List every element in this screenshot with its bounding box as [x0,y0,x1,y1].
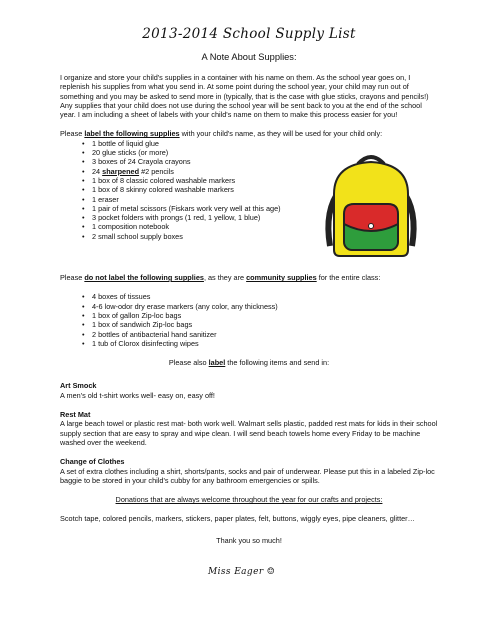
signature: Miss Eager ☺ [208,567,276,577]
label-instruction [60,129,438,138]
list-item: • 4 boxes of tissues [82,292,438,301]
donations-text: Scotch tape, colored pencils, markers, stickers, paper plates, felt, buttons, wiggly eyes, pipe cleaners, glitter… [60,514,415,524]
rest-mat-text: A large beach towel or plastic rest mat- both work well. Walmart sells plastic, padded rest mats for kids in their school supply section that are easy to spray and wipe clean. I will send beach towels home every Friday to be machine washed over the weekend. [60,419,438,447]
community-suffix: for the entire class: [316,273,381,283]
list-item: • 1 box of 8 classic colored washable markers [82,176,438,185]
also-label-emph: label [208,358,226,368]
list-item: • 3 boxes of 24 Crayola crayons [82,157,438,166]
label-instruction-emph: label the following supplies [84,129,180,139]
intro-paragraph: I organize and store your child's supplies in a container with his name on them. As the school year goes on, I replenish his supplies from what you send in. At some point during the school year, your child may run out of something and you may be asked to send more in (typically, that is the case with glue sticks, crayons and pencils!) Any supplies that your child does not use during the school year will be sent back to you at the end of the school year. I am including a sheet of labels with your child's name on them to make this process easier for you! [60,73,429,120]
list-item: • 2 bottles of antibacterial hand sanitizer [82,330,438,339]
community-supplies-list [60,292,438,348]
change-clothes-heading: Change of Clothes [60,457,125,467]
donations-heading-wrap [60,495,438,504]
list-item: • 3 pocket folders with prongs (1 red, 1 yellow, 1 blue) [82,213,438,222]
label-instruction-suffix: with your child's name, as they will be used for your child only: [179,129,383,139]
list-item: • 1 pair of metal scissors (Fiskars work very well at this age) [82,204,438,213]
also-label-instruction [60,358,438,367]
list-item: • 1 box of 8 skinny colored washable markers [82,185,438,194]
item-emph: sharpened [102,166,140,176]
community-mid: , as they are [203,273,247,283]
list-item: • 1 box of gallon Zip-loc bags [82,311,438,320]
note-heading: A Note About Supplies: [201,52,297,62]
community-emph1: do not label the following supplies [84,273,204,283]
also-label-prefix: Please also [168,358,209,368]
document-page [60,0,438,545]
list-item: • 1 composition notebook [82,222,438,231]
thanks-text: Thank you so much! [216,535,282,545]
donations-heading: Donations that are always welcome throughout the year for our crafts and projects: [115,495,383,505]
community-prefix: Please [60,273,85,283]
also-label-suffix: the following items and send in: [225,358,330,368]
list-item: • 1 tub of Clorox disinfecting wipes [82,339,438,348]
backpack-illustration [310,150,430,260]
list-item: • 1 bottle of liquid glue [82,139,438,148]
list-item: • 4-6 low-odor dry erase markers (any color, any thickness) [82,302,438,311]
art-smock-heading: Art Smock [60,381,97,391]
art-smock-text: A men's old t-shirt works well- easy on, easy off! [60,390,215,400]
backpack-button [369,224,374,229]
community-emph2: community supplies [246,273,317,283]
list-item: • 20 glue sticks (or more) [82,148,438,157]
community-instruction [60,273,438,282]
list-item: • 1 eraser [82,195,438,204]
label-instruction-prefix: Please [60,129,85,139]
document-title: 2013-2014 School Supply List [142,26,356,42]
item-post: #2 pencils [139,166,174,176]
change-clothes-text: A set of extra clothes including a shirt, shorts/pants, socks and pair of underwear. Please put this in a labeled Zip-loc baggie to be stored in your child's cubby for any bathroom emergencies or spills. [60,466,435,485]
list-item: • 1 box of sandwich Zip-loc bags [82,320,438,329]
item-pre: 24 [92,166,103,176]
rest-mat-heading: Rest Mat [60,410,91,420]
list-item: • 2 small school supply boxes [82,232,438,241]
